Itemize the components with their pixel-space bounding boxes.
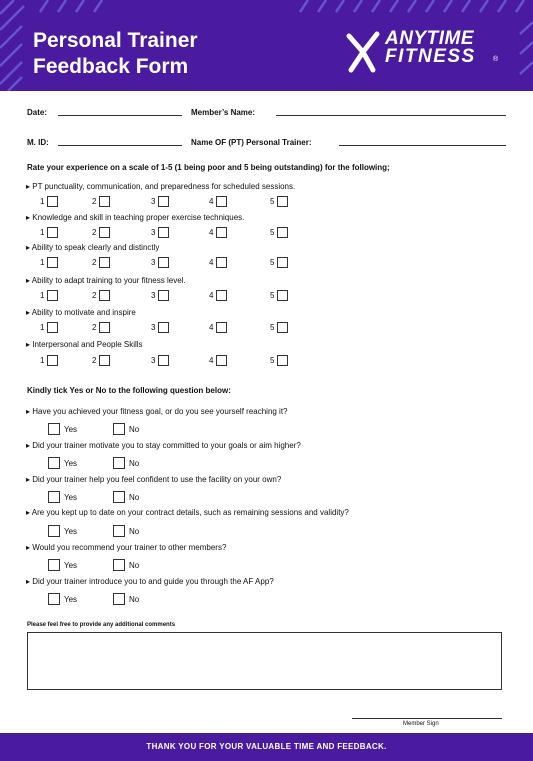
rating-option-number: 3: [151, 258, 156, 267]
rating-checkbox[interactable]: [99, 322, 110, 333]
footer-text: THANK YOU FOR YOUR VALUABLE TIME AND FEEDBACK.: [146, 742, 387, 751]
rating-checkbox[interactable]: [47, 290, 58, 301]
no-label: No: [129, 459, 140, 468]
rating-question: ▸ Knowledge and skill in teaching proper exercise techniques.: [26, 213, 245, 222]
no-checkbox[interactable]: [113, 491, 125, 503]
rating-question-text: Knowledge and skill in teaching proper exercise techniques.: [32, 213, 245, 222]
yesno-question: ▸ Did your trainer motivate you to stay committed to your goals or aim higher?: [26, 441, 301, 450]
rating-checkbox[interactable]: [277, 196, 288, 207]
comments-textarea[interactable]: [27, 632, 502, 690]
member-id-field[interactable]: [58, 145, 182, 146]
rating-question: ▸ PT punctuality, communication, and preparedness for scheduled sessions.: [26, 182, 296, 191]
rating-option-number: 2: [92, 356, 97, 365]
no-checkbox[interactable]: [113, 559, 125, 571]
rating-checkbox[interactable]: [99, 257, 110, 268]
yes-checkbox[interactable]: [48, 559, 60, 571]
date-field[interactable]: [58, 115, 182, 116]
rating-checkbox[interactable]: [158, 257, 169, 268]
title-line-1: Personal Trainer: [33, 29, 198, 52]
rating-option-number: 2: [92, 228, 97, 237]
yesno-question: ▸ Did your trainer introduce you to and guide you through the AF App?: [26, 577, 274, 586]
no-checkbox[interactable]: [113, 525, 125, 537]
no-checkbox[interactable]: [113, 457, 125, 469]
yes-label: Yes: [64, 595, 78, 604]
trademark-symbol: ®: [493, 56, 499, 63]
rating-option-number: 4: [209, 228, 214, 237]
rating-option-number: 1: [40, 356, 45, 365]
yesno-question-text: Did your trainer help you feel confident to use the facility on your own?: [32, 475, 282, 484]
yesno-section-heading: Kindly tick Yes or No to the following question below:: [27, 386, 231, 395]
rating-option-number: 3: [151, 197, 156, 206]
rating-question-text: Ability to speak clearly and distinctly: [31, 243, 160, 252]
trainer-name-field[interactable]: [339, 145, 506, 146]
date-label: Date:: [27, 108, 48, 117]
brand-name: [385, 30, 476, 66]
rating-option-number: 2: [92, 258, 97, 267]
rating-checkbox[interactable]: [99, 227, 110, 238]
brand-line-1: ANYTIME: [385, 28, 474, 49]
rating-checkbox[interactable]: [216, 227, 227, 238]
yes-label: Yes: [64, 493, 78, 502]
rating-checkbox[interactable]: [47, 355, 58, 366]
rating-option-number: 5: [270, 228, 275, 237]
yes-checkbox[interactable]: [48, 593, 60, 605]
rating-option-number: 1: [40, 258, 45, 267]
rating-option-number: 5: [270, 323, 275, 332]
rating-option-number: 1: [40, 291, 45, 300]
comments-label: Please feel free to provide any additional comments: [27, 622, 176, 628]
rating-option-number: 1: [40, 323, 45, 332]
rating-checkbox[interactable]: [158, 355, 169, 366]
rating-question-text: PT punctuality, communication, and preparedness for scheduled sessions.: [32, 182, 296, 191]
member-name-field[interactable]: [276, 115, 506, 116]
no-label: No: [129, 561, 140, 570]
rating-checkbox[interactable]: [216, 290, 227, 301]
rating-checkbox[interactable]: [158, 227, 169, 238]
member-signature-line[interactable]: [352, 718, 502, 719]
rating-checkbox[interactable]: [158, 322, 169, 333]
rating-option-number: 2: [92, 197, 97, 206]
yesno-question-text: Would you recommend your trainer to other members?: [32, 543, 227, 552]
rating-checkbox[interactable]: [216, 257, 227, 268]
rating-option-number: 4: [209, 291, 214, 300]
rating-checkbox[interactable]: [277, 322, 288, 333]
rating-question-text: Interpersonal and People Skills: [32, 340, 143, 349]
rating-option-number: 5: [270, 197, 275, 206]
yes-checkbox[interactable]: [48, 423, 60, 435]
yesno-question-text: Are you kept up to date on your contract details, such as remaining sessions and validity?: [31, 508, 349, 517]
title-line-2: Feedback Form: [33, 55, 189, 78]
rating-section-heading: Rate your experience on a scale of 1-5 (1 being poor and 5 being outstanding) for the following;: [27, 163, 390, 172]
footer-banner: [0, 733, 533, 761]
yesno-question-text: Have you achieved your fitness goal, or do you see yourself reaching it?: [32, 407, 288, 416]
running-man-logo-icon: [343, 30, 383, 76]
rating-option-number: 4: [209, 258, 214, 267]
rating-question-text: Ability to motivate and inspire: [31, 308, 136, 317]
yesno-question: ▸ Are you kept up to date on your contract details, such as remaining sessions and validity?: [26, 508, 349, 517]
rating-option-number: 4: [209, 356, 214, 365]
rating-option-number: 2: [92, 323, 97, 332]
rating-checkbox[interactable]: [216, 355, 227, 366]
rating-checkbox[interactable]: [277, 257, 288, 268]
rating-question: ▸ Interpersonal and People Skills: [26, 340, 143, 349]
rating-question: ▸ Ability to motivate and inspire: [26, 308, 136, 317]
rating-option-number: 4: [209, 323, 214, 332]
no-label: No: [129, 425, 140, 434]
rating-option-number: 1: [40, 228, 45, 237]
member-sign-label: Member Sign: [403, 721, 439, 727]
rating-question-text: Ability to adapt training to your fitness level.: [31, 276, 186, 285]
yes-checkbox[interactable]: [48, 491, 60, 503]
rating-checkbox[interactable]: [99, 290, 110, 301]
no-label: No: [129, 493, 140, 502]
rating-checkbox[interactable]: [99, 355, 110, 366]
rating-option-number: 5: [270, 258, 275, 267]
rating-checkbox[interactable]: [216, 322, 227, 333]
member-name-label: Member’s Name:: [191, 108, 256, 117]
rating-option-number: 2: [92, 291, 97, 300]
yes-checkbox[interactable]: [48, 525, 60, 537]
trainer-name-label: Name OF (PT) Personal Trainer:: [191, 138, 312, 147]
rating-option-number: 3: [151, 291, 156, 300]
rating-checkbox[interactable]: [47, 322, 58, 333]
rating-checkbox[interactable]: [158, 196, 169, 207]
rating-checkbox[interactable]: [47, 227, 58, 238]
rating-checkbox[interactable]: [99, 196, 110, 207]
rating-checkbox[interactable]: [277, 355, 288, 366]
no-checkbox[interactable]: [113, 423, 125, 435]
no-label: No: [129, 527, 140, 536]
yesno-question-text: Did your trainer motivate you to stay committed to your goals or aim higher?: [32, 441, 301, 450]
yes-checkbox[interactable]: [48, 457, 60, 469]
member-id-label: M. ID:: [27, 138, 49, 147]
rating-checkbox[interactable]: [47, 196, 58, 207]
rating-checkbox[interactable]: [277, 227, 288, 238]
rating-option-number: 3: [151, 323, 156, 332]
rating-option-number: 3: [151, 356, 156, 365]
yesno-question: ▸ Did your trainer help you feel confident to use the facility on your own?: [26, 475, 282, 484]
page-title: [33, 28, 198, 80]
rating-checkbox[interactable]: [47, 257, 58, 268]
rating-checkbox[interactable]: [158, 290, 169, 301]
header-banner: [0, 0, 533, 91]
rating-option-number: 4: [209, 197, 214, 206]
anytime-fitness-logo: [343, 30, 503, 76]
rating-option-number: 5: [270, 356, 275, 365]
yesno-question-text: Did your trainer introduce you to and guide you through the AF App?: [32, 577, 274, 586]
rating-question: ▸ Ability to adapt training to your fitness level.: [26, 276, 186, 285]
no-checkbox[interactable]: [113, 593, 125, 605]
rating-checkbox[interactable]: [277, 290, 288, 301]
yesno-question: ▸ Have you achieved your fitness goal, or do you see yourself reaching it?: [26, 407, 288, 416]
yes-label: Yes: [64, 561, 78, 570]
yes-label: Yes: [64, 527, 78, 536]
yes-label: Yes: [64, 459, 78, 468]
rating-option-number: 1: [40, 197, 45, 206]
no-label: No: [129, 595, 140, 604]
rating-question: ▸ Ability to speak clearly and distinctly: [26, 243, 160, 252]
rating-option-number: 3: [151, 228, 156, 237]
yes-label: Yes: [64, 425, 78, 434]
yesno-question: ▸ Would you recommend your trainer to other members?: [26, 543, 227, 552]
rating-checkbox[interactable]: [216, 196, 227, 207]
brand-line-2: FITNESS: [385, 46, 476, 67]
rating-option-number: 5: [270, 291, 275, 300]
